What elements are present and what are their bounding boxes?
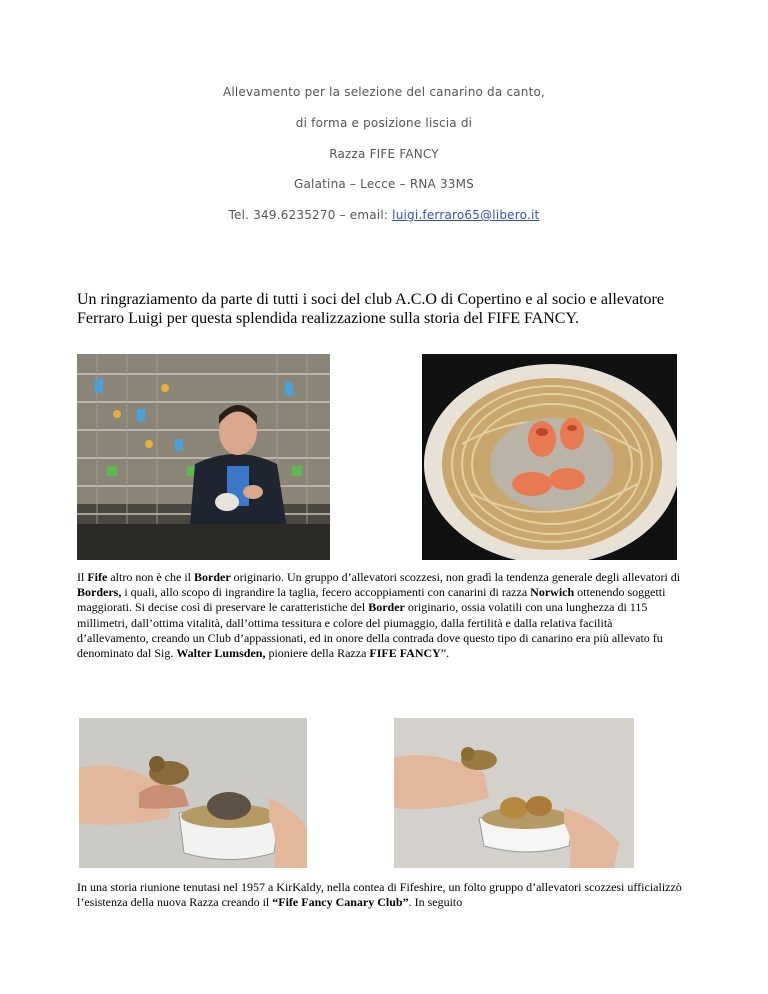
history-paragraph-2: In una storia riunione tenutasi nel 1957 a KirKaldy, nella contea di Fifeshire, un folto gruppo d’allevatori scozzesi ufficializzò l’esistenza della nuova Razza creando il “Fife Fancy Canary Club”. In seguito [77,880,682,910]
email-link[interactable]: luigi.ferraro65@libero.it [392,208,540,222]
hand-bird-photo-2 [394,718,634,868]
breeder-photo [77,354,330,560]
nest-chicks-photo [422,354,677,560]
intro-text: Un ringraziamento da parte di tutti i soci del club A.C.O di Copertino e al socio e allevatore Ferraro Luigi per questa splendida realizzazione sulla storia del FIFE FANCY. [77,291,664,327]
phone-text: Tel. 349.6235270 – email: [228,208,393,222]
header-line-3: Razza FIFE FANCY [329,147,439,161]
header-line-4: Galatina – Lecce – RNA 33MS [293,177,474,191]
header-line-2: di forma e posizione liscia di [295,116,473,130]
hand-bird-photo-1 [79,718,307,868]
header-line-1: Allevamento per la selezione del canarino da canto, [222,85,546,99]
history-paragraph-1: Il Fife altro non è che il Border originario. Un gruppo d’allevatori scozzesi, non gradì la tendenza generale degli allevatori di Borders, i quali, allo scopo di ingrandire la taglia, fecero accoppiamenti con canarini di razza Norwich ottenendo soggetti maggiorati. Si decise così di preservare le caratteristiche del Border originario, ossia volatili con una lunghezza di 115 millimetri, dall’ottima vitalità, dall’ottima tessitura e colore del piumaggio, dalla fertilità e dalla relativa facilità d’allevamento, creando un Club d’appassionati, ed in onore della contrada dove questo tipo di canarino era più allevato fu denominato dal Sig. Walter Lumsden, pioniere della Razza FIFE FANCY”. [77,570,681,661]
header-contact [0,208,768,222]
